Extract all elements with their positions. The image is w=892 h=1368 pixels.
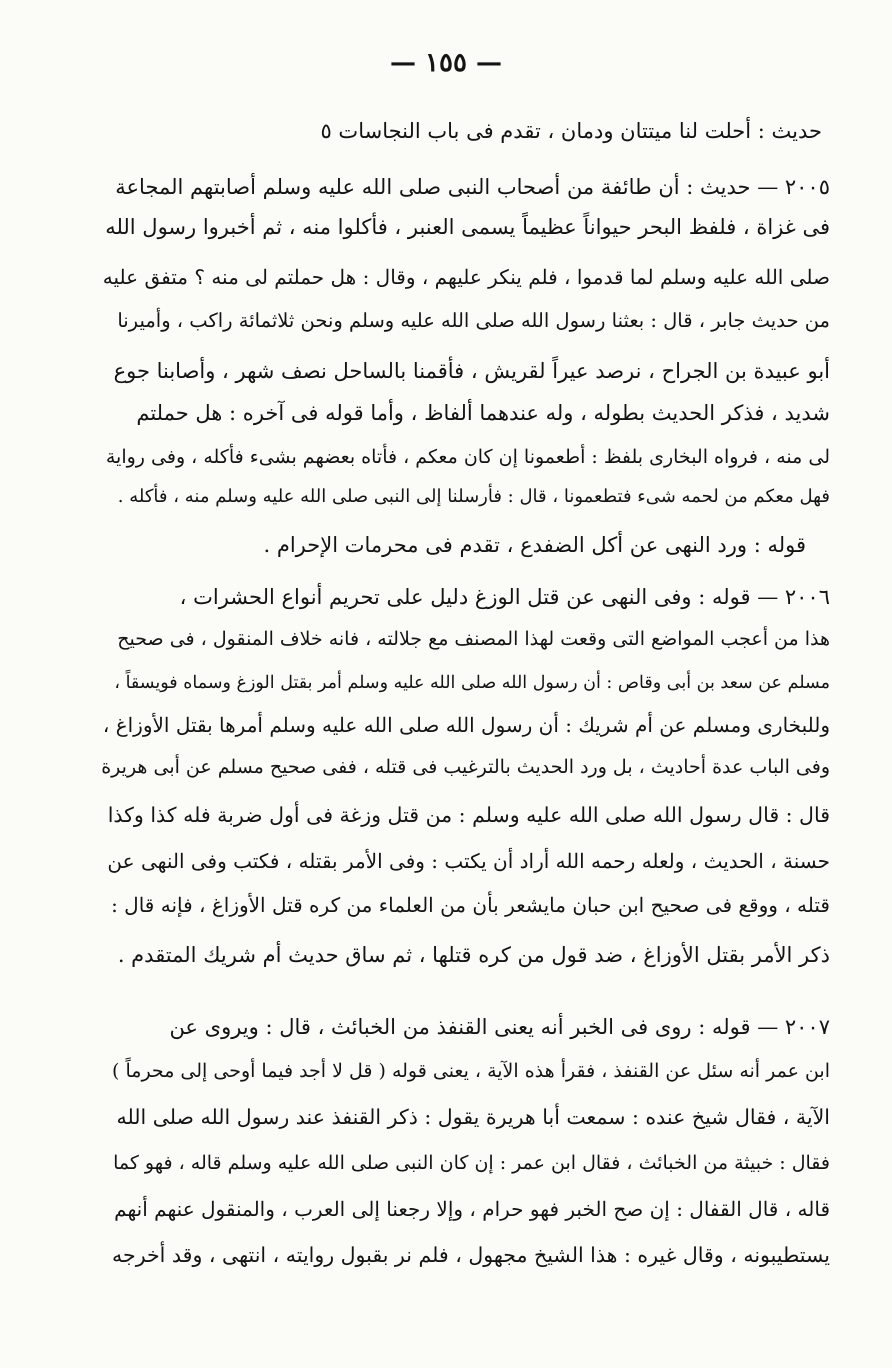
text-line: شديد ، فذكر الحديث بطوله ، وله عندهما ألفاظ ، وأما قوله فى آخره : هل حملتم [136, 401, 830, 425]
text-line: ابن عمر أنه سئل عن القنفذ ، فقرأ هذه الآية ، يعنى قوله ( قل لا أجد فيما أوحى إلى محرماً ) [112, 1060, 830, 1082]
text-line: ٢٠٠٧ — قوله : روى فى الخبر أنه يعنى القنفذ من الخبائث ، قال : ويروى عن [169, 1015, 830, 1039]
text-line: مسلم عن سعد بن أبى وقاص : أن رسول الله صلى الله عليه وسلم أمر بقتل الوزغ وسماه فويسقاً ، [114, 673, 830, 693]
text-line: فقال : خبيثة من الخبائث ، فقال ابن عمر : إن كان النبى صلى الله عليه وسلم قاله ، فهو كما [113, 1152, 830, 1174]
text-line: قوله : ورد النهى عن أكل الضفدع ، تقدم فى محرمات الإحرام . [263, 533, 806, 557]
text-line: حديث : أحلت لنا ميتتان ودمان ، تقدم فى باب النجاسات ٥ [320, 119, 822, 143]
text-line: حسنة ، الحديث ، ولعله رحمه الله أراد أن يكتب : وفى الأمر بقتله ، فكتب وفى النهى عن [107, 849, 830, 873]
text-line: قال : قال رسول الله صلى الله عليه وسلم : من قتل وزغة فى أول ضربة فله كذا وكذا [107, 803, 830, 827]
text-line: ٢٠٠٥ — حديث : أن طائفة من أصحاب النبى صلى الله عليه وسلم أصابتهم المجاعة [115, 175, 830, 199]
text-line: ٢٠٠٦ — قوله : وفى النهى عن قتل الوزغ دليل على تحريم أنواع الحشرات ، [179, 585, 830, 609]
text-line: فهل معكم من لحمه شىء فتطعمونا ، قال : فأرسلنا إلى النبى صلى الله عليه وسلم منه ، فأكله . [117, 486, 830, 507]
text-line: ذكر الأمر بقتل الأوزاغ ، ضد قول من كره قتلها ، ثم ساق حديث أم شريك المتقدم . [117, 943, 830, 967]
text-line: وفى الباب عدة أحاديث ، بل ورد الحديث بالترغيب فى قتله ، ففى صحيح مسلم عن أبى هريرة [101, 756, 830, 778]
text-line: أبو عبيدة بن الجراح ، نرصد عيراً لقريش ، فأقمنا بالساحل نصف شهر ، وأصابنا جوع [113, 359, 830, 383]
text-line: وللبخارى ومسلم عن أم شريك : أن رسول الله صلى الله عليه وسلم أمرها بقتل الأوزاغ ، [102, 713, 830, 737]
text-line: هذا من أعجب المواضع التى وقعت لهذا المصنف مع جلالته ، فانه خلاف المنقول ، فى صحيح [117, 628, 830, 650]
page-number: — ١٥٥ — [389, 48, 503, 78]
text-line: قاله ، قال القفال : إن صح الخبر فهو حرام ، وإلا رجعنا إلى العرب ، والمنقول عنهم أنهم [114, 1197, 830, 1221]
text-line: قتله ، ووقع فى صحيح ابن حبان مايشعر بأن من العلماء من كره قتل الأوزاغ ، فإنه قال : [111, 893, 830, 917]
text-line: صلى الله عليه وسلم لما قدموا ، فلم ينكر عليهم ، وقال : هل حملتم لى منه ؟ متفق عليه [102, 265, 830, 289]
text-line: فى غزاة ، فلفظ البحر حيواناً عظيماً يسمى العنبر ، فأكلوا منه ، ثم أخبروا رسول الله [105, 215, 830, 239]
text-line: من حديث جابر ، قال : بعثنا رسول الله صلى الله عليه وسلم ونحن ثلاثمائة راكب ، وأميرنا [117, 309, 830, 332]
text-line: لى منه ، فرواه البخارى بلفظ : أطعمونا إن كان معكم ، فأتاه بعضهم بشىء فأكله ، وفى رواية [105, 446, 830, 468]
text-line: الآية ، فقال شيخ عنده : سمعت أبا هريرة يقول : ذكر القنفذ عند رسول الله صلى الله [116, 1105, 830, 1129]
text-line: يستطيبونه ، وقال غيره : هذا الشيخ مجهول ، فلم نر بقبول روايته ، انتهى ، وقد أخرجه [112, 1243, 830, 1267]
